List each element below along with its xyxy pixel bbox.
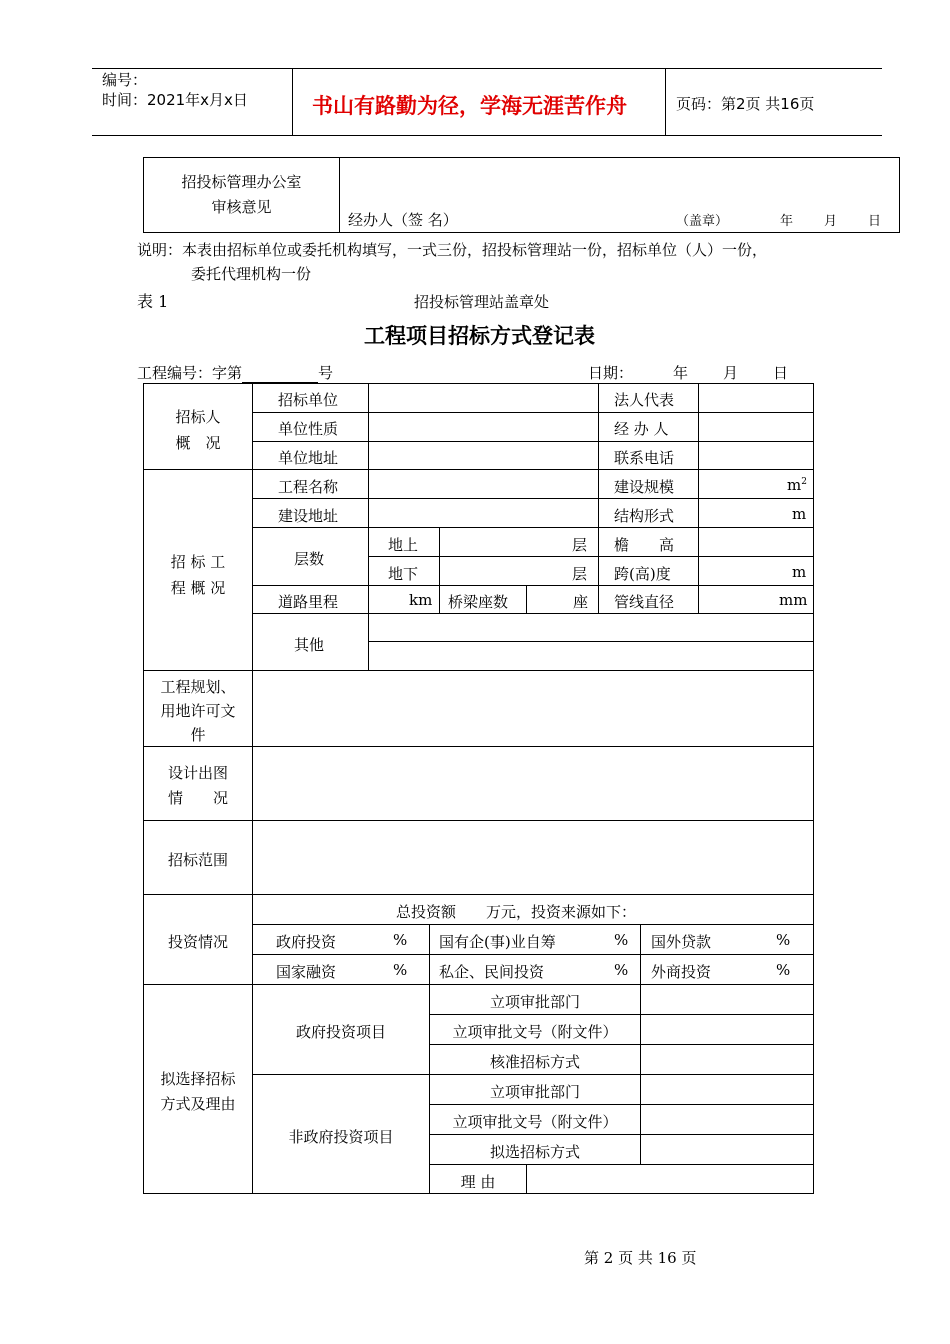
handler-label: 经 办 人 bbox=[614, 420, 669, 438]
handler-signature: 经办人（签 名） bbox=[348, 211, 458, 229]
gov-investment-pct: % bbox=[393, 931, 408, 949]
note-line-1: 说明：本表由招标单位或委托机构填写，一式三份，招投标管理站一份，招标单位（人）一份， bbox=[137, 241, 768, 259]
floor-unit-below: 层 bbox=[572, 565, 588, 583]
day-label: 日 bbox=[868, 214, 882, 229]
foreign-loan-label: 国外贷款 bbox=[651, 933, 712, 951]
project-name-label: 工程名称 bbox=[278, 478, 339, 496]
note-line-2: 委托代理机构一份 bbox=[191, 265, 312, 283]
investment-total: 总投资额 万元，投资来源如下： bbox=[396, 903, 637, 921]
bidder-group-label: 招标人 概 况 bbox=[175, 408, 221, 452]
national-financing-label: 国家融资 bbox=[276, 963, 337, 981]
proposed-method-label: 拟选招标方式 bbox=[489, 1143, 580, 1161]
road-unit: km bbox=[409, 591, 433, 609]
date-day: 日 bbox=[773, 364, 789, 382]
investment-label: 投资情况 bbox=[167, 933, 228, 951]
soe-investment-pct: % bbox=[614, 931, 629, 949]
scale-label: 建设规模 bbox=[614, 478, 675, 496]
date-label: 日期： bbox=[588, 364, 634, 382]
floors-above-label: 地上 bbox=[388, 536, 419, 554]
project-number: 工程编号：字第 号 bbox=[137, 364, 334, 382]
span-unit: m bbox=[792, 563, 807, 581]
gov-project-label: 政府投资项目 bbox=[295, 1023, 386, 1041]
reason-label: 理 由 bbox=[460, 1173, 496, 1191]
floors-label: 层数 bbox=[294, 550, 325, 568]
foreign-loan-pct: % bbox=[776, 931, 791, 949]
project-site-label: 建设地址 bbox=[278, 507, 339, 525]
form-title: 工程项目招标方式登记表 bbox=[364, 323, 595, 348]
bidder-nature-label: 单位性质 bbox=[278, 420, 339, 438]
table-label: 表 1 bbox=[137, 292, 169, 311]
private-investment-pct: % bbox=[614, 961, 629, 979]
header-motto: 书山有路勤为径，学海无涯苦作舟 bbox=[312, 94, 627, 118]
soe-investment-label: 国有企(事)业自筹 bbox=[439, 933, 556, 951]
stamp-label: 招投标管理站盖章处 bbox=[414, 293, 550, 311]
scale-unit: $m^2$ bbox=[787, 476, 807, 494]
floors-below-label: 地下 bbox=[388, 565, 419, 583]
planning-label: 工程规划、 用地许可文 件 bbox=[160, 678, 236, 744]
month-label: 月 bbox=[824, 214, 838, 229]
approved-method-label: 核准招标方式 bbox=[489, 1053, 580, 1071]
header-page: 页码：第2页 共16页 bbox=[676, 95, 815, 113]
design-label: 设计出图 情 况 bbox=[167, 764, 228, 807]
other-label: 其他 bbox=[294, 636, 325, 654]
gov-investment-label: 政府投资 bbox=[276, 933, 337, 951]
bidder-unit-label: 招标单位 bbox=[278, 391, 339, 409]
foreign-investment-label: 外商投资 bbox=[651, 963, 712, 981]
eave-height-label: 檐 高 bbox=[614, 536, 675, 554]
approval-doc-label: 立项审批文号（附文件） bbox=[452, 1023, 618, 1041]
private-investment-label: 私企、民间投资 bbox=[439, 963, 545, 981]
national-financing-pct: % bbox=[393, 961, 408, 979]
legal-rep-label: 法人代表 bbox=[614, 391, 675, 409]
approval-dept-label: 立项审批部门 bbox=[489, 1083, 580, 1101]
approval-dept-label: 立项审批部门 bbox=[489, 993, 580, 1011]
structure-unit: m bbox=[792, 505, 807, 523]
seal-label: （盖章） bbox=[676, 214, 729, 229]
span-label: 跨(高)度 bbox=[614, 565, 671, 583]
page-footer: 第 2 页 共 16 页 bbox=[584, 1249, 697, 1267]
date-month: 月 bbox=[723, 364, 739, 382]
pipe-unit: mm bbox=[779, 591, 808, 609]
bridge-count-label: 桥梁座数 bbox=[448, 593, 509, 611]
floor-unit-above: 层 bbox=[572, 536, 588, 554]
office-opinion-label: 招投标管理办公室 审核意见 bbox=[144, 158, 340, 233]
nongov-project-label: 非政府投资项目 bbox=[288, 1128, 394, 1146]
header-time: 时间：2021年x月x日 bbox=[102, 91, 248, 109]
pipe-diameter-label: 管线直径 bbox=[614, 593, 675, 611]
phone-label: 联系电话 bbox=[614, 449, 675, 467]
approval-doc-label: 立项审批文号（附文件） bbox=[452, 1113, 618, 1131]
method-label: 拟选择招标 方式及理由 bbox=[160, 1070, 236, 1113]
header-number: 编号： bbox=[102, 71, 148, 89]
structure-label: 结构形式 bbox=[614, 507, 675, 525]
road-length-label: 道路里程 bbox=[278, 593, 339, 611]
project-group-label: 招 标 工 程 概 况 bbox=[170, 553, 226, 597]
bidder-address-label: 单位地址 bbox=[278, 449, 339, 467]
year-label: 年 bbox=[780, 214, 794, 229]
foreign-investment-pct: % bbox=[776, 961, 791, 979]
scope-label: 招标范围 bbox=[167, 851, 228, 869]
bridge-unit: 座 bbox=[573, 593, 589, 611]
date-year: 年 bbox=[673, 364, 689, 382]
